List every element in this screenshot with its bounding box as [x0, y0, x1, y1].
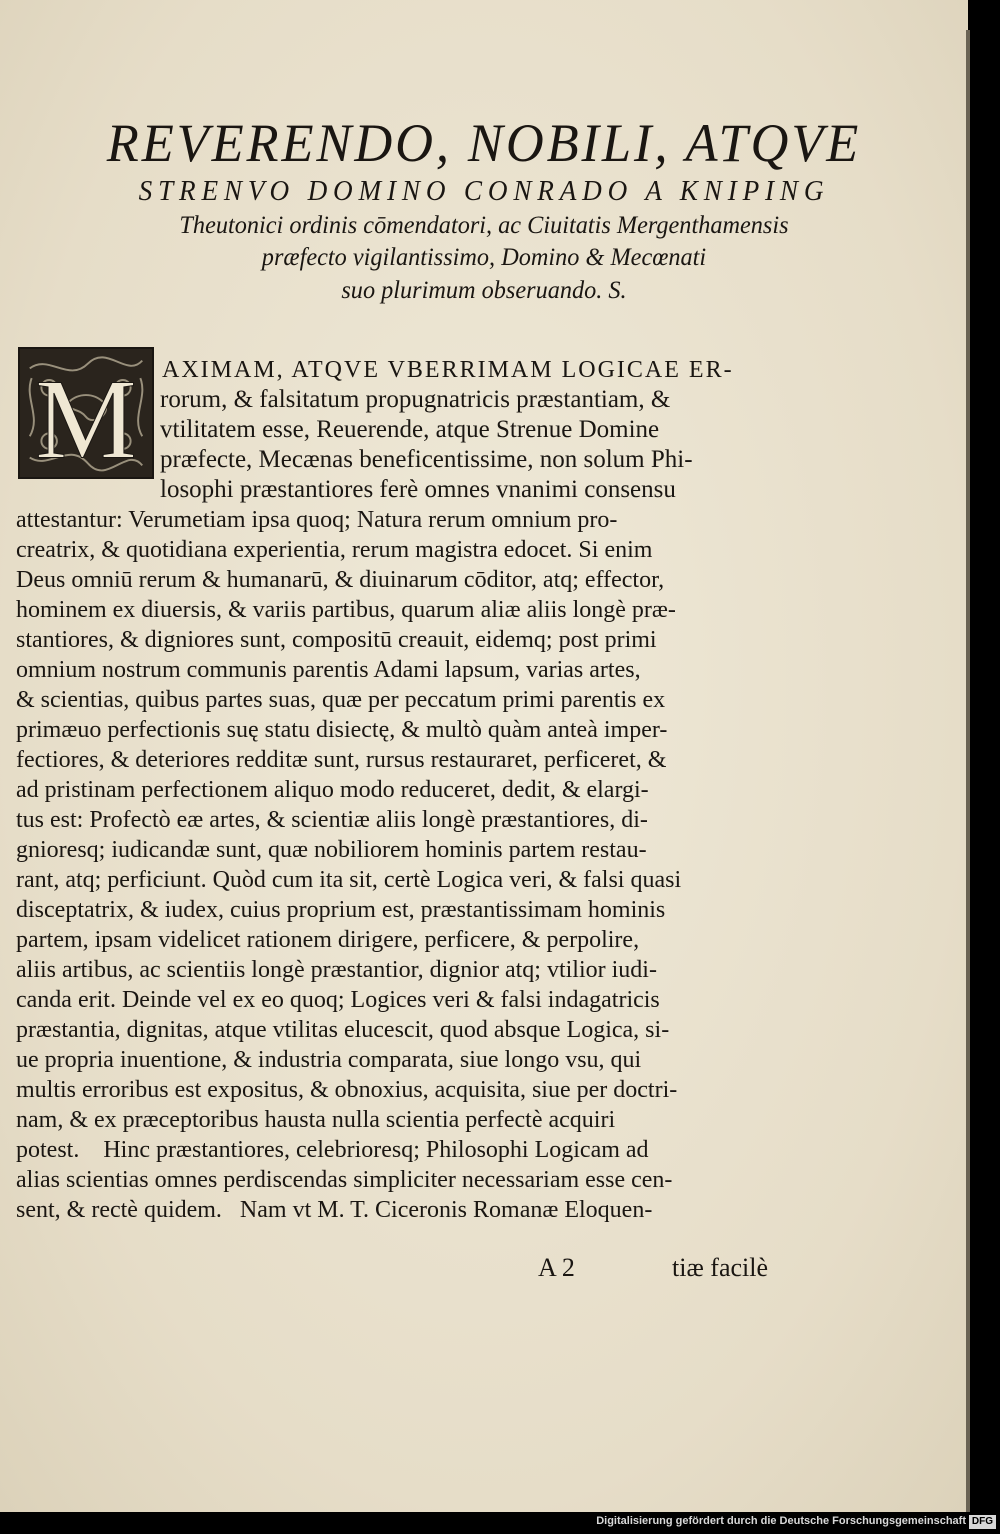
text-line-8: Deus omniū rerum & humanarū, & diuinarum cōditor, atq; effector, — [16, 567, 665, 593]
ornament-initial-icon — [20, 349, 152, 477]
text-line-6: attestantur: Verumetiam ipsa quoq; Natura rerum omnium pro- — [16, 507, 618, 533]
dedication-heading-line-5: suo plurimum obseruando. S. — [341, 277, 627, 304]
text-line-12: & scientias, quibus partes suas, quæ per peccatum primi parentis ex — [16, 687, 666, 713]
dedication-heading-line-1: REVERENDO, NOBILI, ATQVE — [106, 113, 862, 173]
text-line-26: nam, & ex præceptoribus hausta nulla scientia perfectè acquiri — [16, 1107, 616, 1133]
text-line-28: alias scientias omnes perdiscendas simpliciter necessariam esse cen- — [16, 1167, 673, 1193]
text-line-18: rant, atq; perficiunt. Quòd cum ita sit, certè Logica veri, & falsi quasi — [16, 867, 682, 893]
text-line-7: creatrix, & quotidiana experientia, rerum magistra edocet. Si enim — [16, 537, 653, 563]
text-line-24: ue propria inuentione, & industria comparata, siue longo vsu, qui — [16, 1047, 642, 1073]
digitization-credit: Digitalisierung gefördert durch die Deutsche Forschungsgemeinschaft — [596, 1515, 966, 1527]
text-line-4: præfecte, Mecænas beneficentissime, non solum Phi- — [160, 446, 693, 473]
text-line-23: præstantia, dignitas, atque vtilitas elucescit, quod absque Logica, si- — [16, 1017, 670, 1043]
decorated-initial-m — [18, 347, 154, 479]
text-line-15: ad pristinam perfectionem aliquo modo reduceret, dedit, & elargi- — [16, 777, 649, 803]
text-line-29: sent, & rectè quidem. Nam vt M. T. Ciceronis Romanæ Eloquen- — [16, 1197, 653, 1223]
page-edge-shadow — [966, 30, 970, 1512]
text-line-5: losophi præstantiores ferè omnes vnanimi consensu — [160, 476, 676, 503]
dedication-heading-line-4: præfecto vigilantissimo, Domino & Mecœnati — [261, 244, 707, 271]
text-line-14: fectiores, & deteriores redditæ sunt, rursus restauraret, perficeret, & — [16, 747, 667, 773]
text-line-9: hominem ex diuersis, & variis partibus, quarum aliæ aliis longè præ- — [16, 597, 676, 623]
text-line-20: partem, ipsam videlicet rationem dirigere, perficere, & perpolire, — [16, 927, 640, 953]
catchword: tiæ facilè — [672, 1253, 769, 1282]
dfg-logo: DFG — [969, 1515, 996, 1529]
text-line-27: potest. Hinc præstantiores, celebrioresq; Philosophi Logicam ad — [16, 1137, 649, 1163]
text-line-22: canda erit. Deinde vel ex eo quoq; Logices veri & falsi indagatricis — [16, 987, 660, 1013]
dedication-heading-line-3: Theutonici ordinis cōmendatori, ac Ciuitatis Mergenthamensis — [179, 212, 789, 239]
text-line-13: primæuo perfectionis suę statu disiectę, & multò quàm anteà imper- — [16, 717, 668, 743]
text-line-10: stantiores, & digniores sunt, compositū creauit, eidemq; post primi — [16, 627, 657, 653]
text-line-16: tus est: Profectò eæ artes, & scientiæ aliis longè præstantiores, di- — [16, 807, 648, 833]
text-line-21: aliis artibus, ac scientiis longè præstantior, dignior atq; vtilior iudi- — [16, 957, 657, 983]
signature-mark: A 2 — [538, 1253, 575, 1282]
text-line-25: multis erroribus est expositus, & obnoxius, acquisita, siue per doctri- — [16, 1077, 678, 1103]
text-line-3: vtilitatem esse, Reuerende, atque Strenue Domine — [160, 416, 660, 443]
text-line-19: disceptatrix, & iudex, cuius proprium est, præstantissimam hominis — [16, 897, 666, 923]
dedication-heading-line-2: STRENVO DOMINO CONRADO A KNIPING — [138, 176, 830, 207]
svg-text:M: M — [35, 355, 137, 477]
text-line-11: omnium nostrum communis parentis Adami lapsum, varias artes, — [16, 657, 641, 683]
text-line-17: gnioresq; iudicandæ sunt, quæ nobiliorem hominis partem restau- — [16, 837, 647, 863]
text-line-1: AXIMAM, ATQVE VBERRIMAM LOGICAE ER- — [162, 357, 734, 383]
text-line-2: rorum, & falsitatum propugnatricis præstantiam, & — [160, 386, 671, 413]
